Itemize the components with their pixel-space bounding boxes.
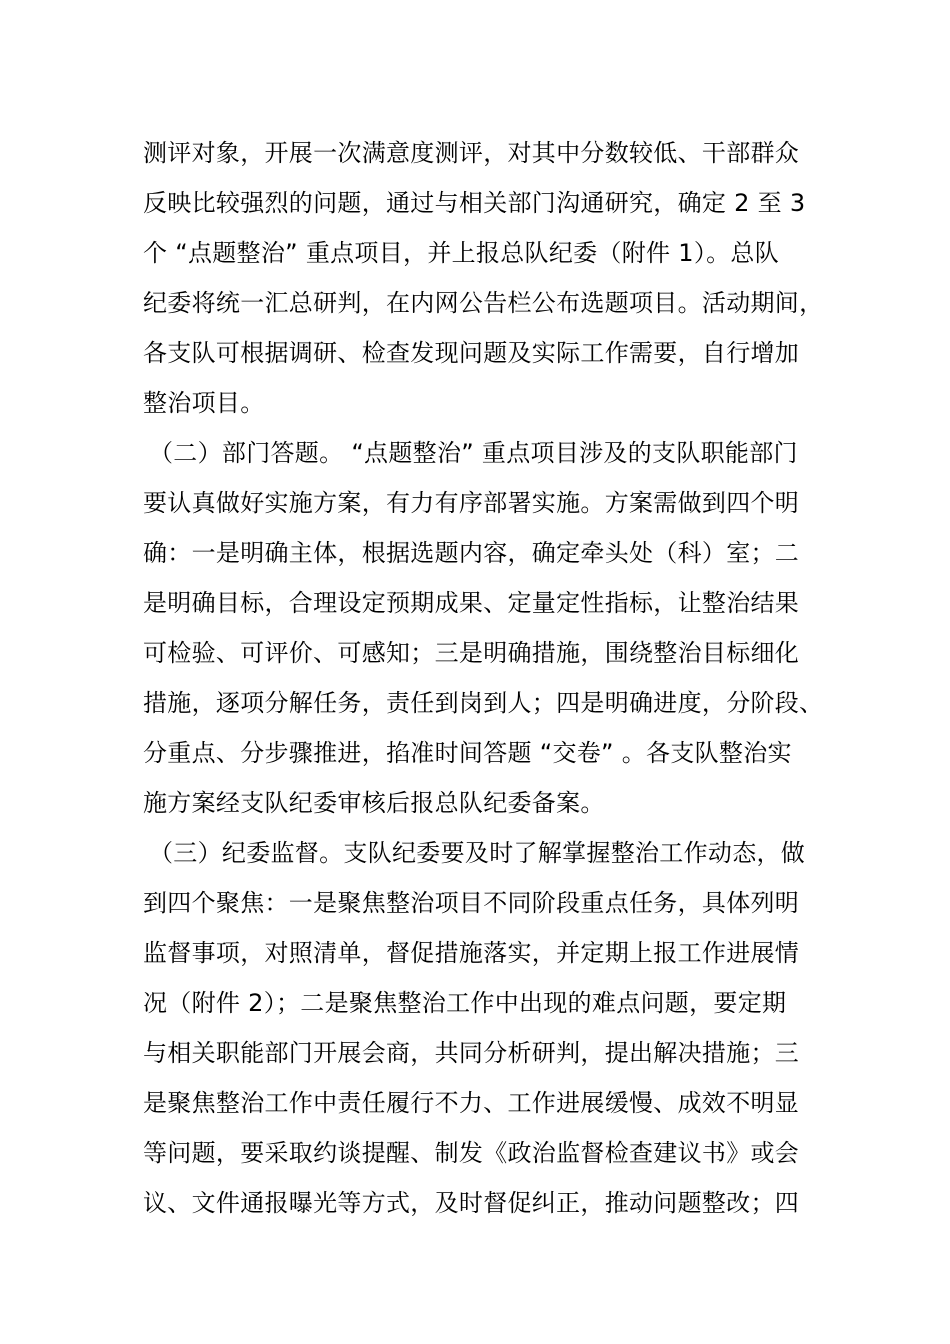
text-line: 监督事项，对照清单，督促措施落实，并定期上报工作进展情 [143,939,800,967]
section-heading-line: （三）纪委监督。支队纪委要及时了解掌握整治工作动态，做 [149,839,806,867]
text-line: 个 “点题整治” 重点项目，并上报总队纪委（附件 1）。总队 [143,239,780,267]
text-line: 况（附件 2）；二是聚焦整治工作中出现的难点问题，要定期 [143,989,787,1017]
section-heading-line: （二）部门答题。 “点题整治” 重点项目涉及的支队职能部门 [149,439,798,467]
text-line: 措施，逐项分解任务，责任到岗到人；四是明确进度，分阶段、 [143,689,824,717]
body-text [143,128,833,1228]
text-line: 是聚焦整治工作中责任履行不力、工作进展缓慢、成效不明显 [143,1089,800,1117]
text-line: 各支队可根据调研、检查发现问题及实际工作需要，自行增加 [143,339,800,367]
text-line: 要认真做好实施方案，有力有序部署实施。方案需做到四个明 [143,489,800,517]
text-line: 纪委将统一汇总研判，在内网公告栏公布选题项目。活动期间， [143,289,824,317]
text-line: 等问题，要采取约谈提醒、制发《政治监督检查建议书》或会 [143,1139,800,1167]
text-line: 测评对象，开展一次满意度测评，对其中分数较低、干部群众 [143,139,800,167]
text-line: 分重点、分步骤推进，掐准时间答题 “交卷” 。各支队整治实 [143,739,792,767]
text-line: 确：一是明确主体，根据选题内容，确定牵头处（科）室；二 [143,539,800,567]
text-line: 与相关职能部门开展会商，共同分析研判，提出解决措施；三 [143,1039,800,1067]
text-line: 是明确目标，合理设定预期成果、定量定性指标，让整治结果 [143,589,800,617]
text-line: 议、文件通报曝光等方式，及时督促纠正，推动问题整改；四 [143,1189,800,1217]
text-line: 到四个聚焦：一是聚焦整治项目不同阶段重点任务，具体列明 [143,889,800,917]
text-line: 可检验、可评价、可感知；三是明确措施，围绕整治目标细化 [143,639,800,667]
text-line: 反映比较强烈的问题，通过与相关部门沟通研究，确定 2 至 3 [143,189,806,217]
text-line: 施方案经支队纪委审核后报总队纪委备案。 [143,789,605,817]
text-line: 整治项目。 [143,389,265,417]
